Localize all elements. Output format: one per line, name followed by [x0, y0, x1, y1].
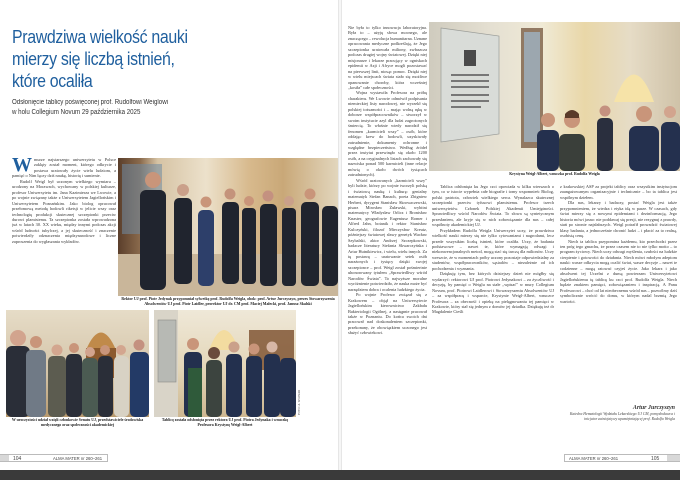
title-line-1: Prawdziwa wielkość nauki: [12, 26, 188, 47]
paragraph: Wśród uratowanych „karmicieli wszy” byli ludzie, którzy po wojnie tworzyli polską i światową naukę i kulturę: genialny matematyk Stefan Banach, poeta Zbigniew Herbert, dyrygent Stanisław Skrowaczewski, pisarz Mirosław Żuławski, wybitni matematycy Władysław Orlicz i Bronisław Knaster, geografowie Eugeniusz Romer i Alfred Jahn, botanik i rektor Stanisław Kulczyński, filozof Mieczysław Kreutz, późniejszy światowej sławy genetyk Wacław Szybalski, aktor Andrzej Szczepkowski, badacze literatury Stefania Skwarczyńska i Artur Hutnikiewicz, i wielu, wielu innych. Za tę postawę – uratowanie setek osób narażonych i tysięcy dzięki swojej szczepionce – prof. Weigl został pośmiertnie uhonorowany tytułem „Sprawiedliwy wśród Narodów Świata”. To najwyższe moralne wyróżnienie potwierdziło, że nauka może być narzędziem dobra i ocalenia ludzkiego życia.: [348, 177, 427, 292]
photo-scene: [118, 158, 338, 296]
intro-paragraph: [12, 157, 116, 179]
photo-scene: [6, 310, 149, 417]
paragraph: Rudolf Weigl był uczonym wielkiego wymiaru – urodzony na Morawach, wychowany w polskiej kulturze, profesor Uniwersytetu im. Jana Kazimierza we Lwowie, a po wojnie związany także z Uniwersytetem Jagiellońskim i Uniwersytetem Poznańskim. Jako biolog opracował przełomową metodę hodowli riketsji w jelicie wszy oraz technologię produkcji skutecznej szczepionki przeciw durowi plamistemu. Ta szczepionka została wprowadzona już w latach 30. XX wieku, między innymi podczas akcji wśród ludności tubylczej, a jej skuteczność i znaczenie potwierdziły odznaczenia międzynarodowe i liczne zaproszenia do wygłaszania wykładów.: [12, 178, 116, 244]
right-page-footer: [564, 454, 680, 462]
photo-unveiling: [154, 310, 296, 417]
footer-shade: [0, 455, 9, 461]
text-column-1: [348, 25, 427, 435]
footer-shade: [667, 455, 680, 461]
subtitle-line-1: Odsłonięcie tablicy poświęconej prof. Rudolfowi Weiglowi: [12, 99, 169, 106]
article-title: [12, 26, 210, 92]
paragraph: Dziękuję tym, bez których dzisiejszy dzień nie mógłby się wydarzyć: rektorowi UJ prof. Piotrowi Jedynakowi – za życzliwość i decyzję, by pamięć o Weiglu na stałe „wpisać” w mury Collegium Novum, prof. Piotrowi Laidlerowi i Stowarzyszeniu Absolwentów UJ – za współpracę i wsparcie, Krystynie Weigl-Albert, wnuczce Profesora – za obecność i opiekę na pielęgnowaniu tej pamięci w Krakowie, który stał się jednym z domów jej dziadka. Dziękuję też dr Magdalenie Cieśli: [432, 271, 554, 315]
photo-credit: FOTO: A. WOJNAR: [297, 389, 301, 415]
paragraph: Po wojnie Profesor związał się z Krakowem – objął na Uniwersytecie Jagiellońskim kierownictwo Zakładu Bakteriologii Ogólnej, a następnie pracował także w Poznaniu. Do końca swoich dni pracował nad doskonaleniem szczepionki, przekonany, że obowiązkiem uczonego jest służyć człowiekowi.: [348, 292, 427, 336]
photo-scene: [154, 310, 296, 417]
page-number: 105: [651, 456, 660, 462]
magazine-name: ALMA MATER nr 260–261: [53, 456, 103, 461]
drop-cap: W: [12, 157, 32, 176]
photo-guests: [6, 310, 149, 417]
author-name: Artur Jurczyszyn: [632, 405, 675, 411]
text-column-3: [560, 184, 677, 400]
article-subtitle: [12, 98, 214, 118]
main-photo-caption: Rektor UJ prof. Piotr Jedynak przypomniał sylwetkę prof. Rudolfa Weigla, obok: prof. Artur Jurczyszyn, prezes Stowarzyszenia Absolwentów UJ prof. Piotr Laidler, prorektor UJ dr. CM prof. Maciej Małecki, prof. Janusz Skalski: [121, 297, 335, 306]
subtitle-line-2: w holu Collegium Novum 29 października 2025: [12, 109, 141, 116]
author-role: Katedra Hematologii Wydziału Lekarskiego UJ CM, pomysłodawca i inicjator zainicjatywy upamiętniającej prof. Rudolfa Weigla: [569, 412, 675, 421]
photo-rector-speech: [118, 158, 338, 296]
paragraph: Przykładem Rudolfa Weigla Uniwersytet uczy, że prawdziwa wielkość nauki mierzy się nie tylko cytowaniami i nagrodami, lecz przede wszystkim liczbą istnień, które ocaliła. Uczy, że badania podstawowe – nawet te, które wymagają odwagi i niekonwencjonalnych metod, mogą stać się tarczą dla milionów. Uczy wreszcie, że w momentach próby uczony pozostaje odpowiedzialny za studentów, współpracowników, sąsiadów – niezależnie od ich pochodzenia i wyznania.: [432, 227, 554, 271]
photo-plaque-granddaughter: [429, 22, 680, 171]
page-number: 104: [13, 456, 22, 462]
magazine-name: ALMA MATER nr 260–261: [569, 456, 619, 461]
guests-photo-caption: W uroczystości udział wzięli członkowie Senatu UJ, przedstawiciele środowiska medycznego oraz społeczności akademickiej: [11, 418, 144, 427]
plaque-photo-caption: Krystyna Weigl-Albert, wnuczka prof. Rudolfa Weigla: [509, 172, 600, 176]
title-line-2: mierzy się liczbą istnień, które ocaliła: [12, 48, 175, 91]
photo-scene: [429, 22, 680, 171]
viewer-bottom-bar: [0, 470, 680, 480]
intro-text: murze najstarszego uniwersytetu w Polsce zaklęty został moment, którego odkrycie i postawa uratowały życie wielu ludziom, a pamięć o Nim łączy dziś naukę, historię i sumienie.: [12, 157, 116, 179]
paragraph: Nie była to tylko innowacja laboratoryjna. Była to – użyję słowa mocnego, ale znaczącego – rewolucja humanitarna. Uznane opracowania medyczne podkreślają, że Jego szczepionka uratowała miliony, zwłaszcza podczas drugiej wojny światowej. Dzięki niej misjonarze i lekarze pracujący w ogniskach epidemii w Azji i Afryce mogli pozostawać na pierwszej linii, niosąc pomoc. Dzięki niej w wielu miejscach świata stało się możliwe opanowanie choroby, która wcześniej „kosiła” całe społeczności.: [348, 25, 427, 90]
paragraph: Niech ta tablica przypomina każdemu, kto przechodzi przez ten próg tego gmachu, że przez czasem nie to nie tylko motto – to program życiowy. Niech uczy odwagi myślenia, czułości na ludzkie cierpienie i gotowości do działania. Niech mówi młodym adeptom nauki: wasze odkrycia mogą ocalić świat, wasze decyzje – nawet te codzienne – mogą ratować czyjeś życie. Jako lekarz i jako absolwent tej Uczelni z dumą powierzam Uniwersytetowi Jagiellońskiemu tę tablicę ku czci prof. Rudolfa Weigla. Niech będzie znakiem pamięci, zobowiązaniem i inspiracją. A Panu Profesorowi – choć od lat nieobecnemu wśród nas – pozwólmy dziś symbolicznie wrócić do domu, w którym nadal brzmią Jego wartości.: [560, 238, 677, 304]
paragraph: Tablica odsłonięta ku Jego czci opowiada w kilku wierszach o tym, co w istocie wypełnia całe biografie i tomy wspomnień: Biolog, polski patriota, człowiek wielkiego serca. Wynalazca skutecznej szczepionki przeciw tyfusowi plamistemu. Profesor trzech uniwersytetów. Członek Polskiej Akademii Umiejętności. Sprawiedliwy wśród Narodów Świata. To słowa są syntetycznym przesłaniem, ale kryje się w nich zobowiązanie dla nas – całej wspólnoty akademickiej UJ.: [432, 184, 554, 228]
text-column-2: [432, 184, 554, 444]
intro-column: [12, 157, 116, 297]
paragraph: z krakowskiej ASP za projekt tablicy oraz wszystkim instytucjom zaangażowanym organizacyjnie i technicznie – bo ta tablica jest wspólnym dziełem.: [560, 184, 677, 200]
unveiling-photo-caption: Tablicę została odsłonięta przez rektora UJ prof. Piotra Jedynaka i wnuczkę Profesora Krystynę Weigl-Albert: [161, 418, 289, 427]
paragraph: Wojna wystawiła Profesora na próbę charakteru. We Lwowie odmówił podpisania niemieckiej listy narodowej, nie wyrzekł się polskiej tożsamości i – mając wolną rękę w doborze współpracowników – stworzył w swoim instytucie azyl dla ludzi zagrożonych śmiercią. To właśnie wtedy narodził się fenomen „karmicieli wszy” – osób, które oddając krew do hodowli, uzyskiwały zatrudnienie, dokumenty ochronne i względne bezpieczeństwo. Według źródeł przez instytut przewinęło się około 1200 osób, a na oryginalnych listach zachowały się nazwiska ponad 500 karmicieli (inne relacje mówią o około dwóch tysiącach zatrudnionych).: [348, 90, 427, 178]
paragraph: Dla nas, lekarzy i badaczy, postać Weigla jest także przypomnieniem, że wiedza i etyka idą w parze. W czasach, gdy świat mierzy się z nowymi epidemiami i dezinformacją, Jego historia mówi jasno: nie poddawaj się presji, nie rezygnuj z prawdy, stań po stronie najsłabszych. Weigl potrafił prowadzić światowej klasy badania, a jednocześnie chronić ludzi – i płacić za to realną, osobistą cenę.: [560, 200, 677, 239]
left-page: [0, 0, 338, 470]
right-page: [342, 0, 680, 470]
left-page-footer: [0, 454, 108, 462]
